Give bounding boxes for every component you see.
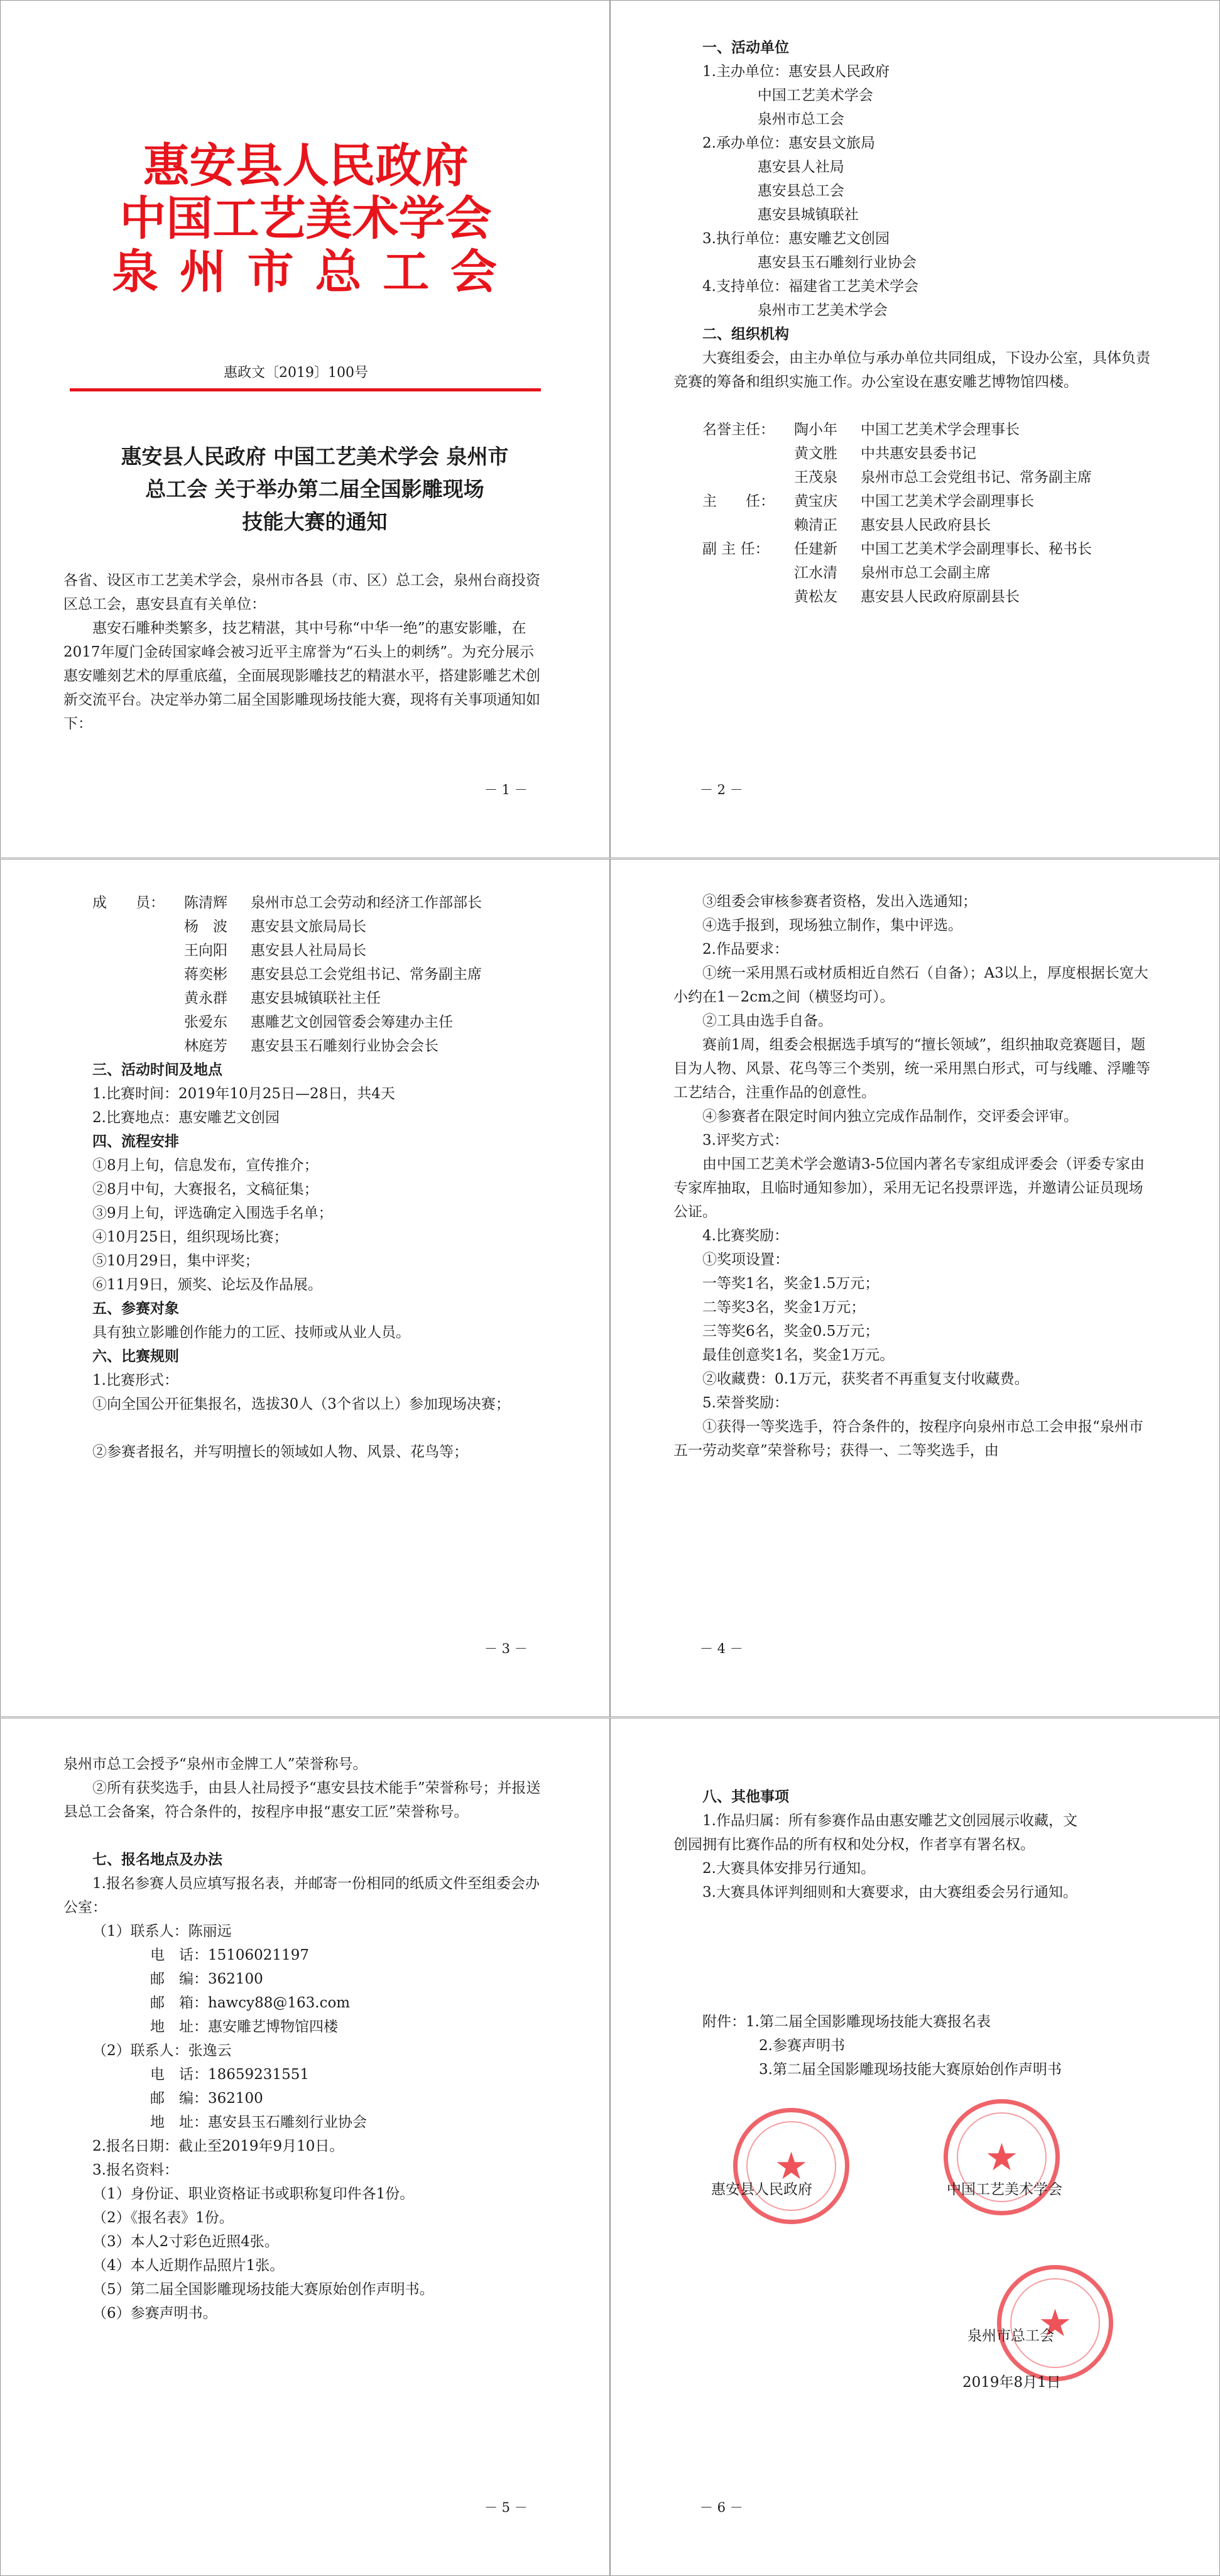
member-title: 泉州市总工会副主席 (861, 565, 991, 581)
member-name: 张爱东 (184, 1014, 227, 1030)
issuer-line: 惠安县人民政府 (143, 139, 469, 193)
section-heading: 一、活动单位 (702, 39, 789, 56)
unit-line: 3.执行单位：惠安雕艺文创园 (702, 231, 890, 247)
star-icon: ★ (984, 2135, 1019, 2180)
page-number: － 5 － (484, 2500, 528, 2515)
unit-line: 4.支持单位：福建省工艺美术学会 (702, 278, 918, 295)
page-number: － 4 － (700, 1641, 743, 1656)
page-1 (0, 0, 610, 858)
signing-date: 2019年8月1日 (962, 2374, 1061, 2391)
text-line: （2）联系人：张逸云 (92, 2043, 232, 2059)
member-role: 成 员： (92, 895, 165, 911)
unit-line: 泉州市总工会 (702, 111, 844, 128)
section-heading: 五、参赛对象 (92, 1300, 179, 1317)
member-role: 副 主 任： (702, 541, 770, 557)
text-line: 创园拥有比赛作品的所有权和处分权，作者享有署名权。 (673, 1836, 1035, 1853)
text-line: ①8月上旬，信息发布，宣传推介； (92, 1157, 319, 1174)
text-line: 最佳创意奖1名，奖金1万元。 (702, 1347, 895, 1363)
text-line: （2）《报名表》1份。 (92, 2210, 234, 2226)
section-heading: 八、其他事项 (702, 1788, 789, 1805)
unit-line: 惠安县总工会 (702, 183, 844, 199)
unit-line: 惠安县人社局 (702, 159, 844, 175)
text-line: （4）本人近期作品照片1张。 (92, 2257, 285, 2274)
page-number: － 6 － (700, 2500, 743, 2515)
official-seal (997, 2265, 1113, 2381)
text-line: 电 话：18659231551 (150, 2066, 309, 2083)
text-line: （6）参赛声明书。 (92, 2305, 217, 2322)
member-name: 江水清 (794, 565, 837, 581)
page-number: － 3 － (484, 1641, 528, 1656)
member-title: 惠安县玉石雕刻行业协会会长 (251, 1038, 438, 1054)
text-line: ⑥11月9日，颁奖、论坛及作品展。 (92, 1277, 322, 1293)
text-line: ⑤10月29日，集中评奖； (92, 1253, 259, 1269)
member-title: 惠安县人民政府县长 (861, 517, 991, 533)
title-line: 惠安县人民政府 中国工艺美术学会 泉州市 (121, 444, 509, 469)
text-line: ③组委会审核参赛者资格，发出入选通知； (702, 893, 977, 910)
member-name: 黄永群 (184, 990, 227, 1007)
unit-line: 中国工艺美术学会 (702, 87, 873, 104)
text-line: 电 话：15106021197 (150, 1947, 309, 1963)
member-name: 任建新 (794, 541, 837, 557)
text-line: 三等奖6名，奖金0.5万元； (702, 1323, 880, 1340)
text-line: ④10月25日，组织现场比赛； (92, 1229, 288, 1245)
signer-name: 泉州市总工会 (967, 2328, 1054, 2344)
text-line: ④选手报到，现场独立制作，集中评选。 (702, 917, 962, 934)
text-line: 地 址：惠安雕艺博物馆四楼 (150, 2019, 338, 2035)
star-icon: ★ (774, 2144, 809, 2188)
text-line: 具有独立影雕创作能力的工匠、技师或从业人员。 (92, 1324, 410, 1341)
signer-name: 中国工艺美术学会 (947, 2181, 1062, 2198)
text-line: （3）本人2寸彩色近照4张。 (92, 2234, 279, 2250)
page-5 (0, 1718, 610, 2576)
attachment-line: 附件：1.第二届全国影雕现场技能大赛报名表 (702, 2014, 991, 2030)
unit-line: 惠安县玉石雕刻行业协会 (702, 254, 917, 271)
text-line: 2.比赛地点：惠安雕艺文创园 (92, 1110, 280, 1126)
issuer-line: 中国工艺美术学会 (119, 192, 492, 246)
text-line: 2.大赛具体安排另行通知。 (702, 1860, 875, 1877)
page-2 (610, 0, 1220, 858)
text-line: ③9月上旬，评选确定入围选手名单； (92, 1205, 333, 1221)
text-paragraph: 1.报名参赛人员应填写报名表，并邮寄一份相同的纸质文件至组委会办公室： (63, 1875, 540, 1916)
member-role: 主 任： (702, 493, 775, 510)
member-title: 中共惠安县委书记 (861, 445, 976, 462)
rule-paragraph: ①向全国公开征集报名，选拔30人（3个省以上）参加现场决赛； (92, 1396, 510, 1412)
text-line: ④参赛者在限定时间内独立完成作品制作，交评委会评审。 (702, 1108, 1078, 1125)
title-line: 技能大赛的通知 (242, 510, 388, 534)
member-title: 惠安县文旅局局长 (251, 919, 366, 935)
member-title: 中国工艺美术学会副理事长 (861, 493, 1034, 510)
unit-line: 1.主办单位：惠安县人民政府 (702, 63, 890, 80)
text-line: 3.报名资料： (92, 2162, 178, 2178)
text-line: （1）身份证、职业资格证书或职称复印件各1份。 (92, 2186, 415, 2202)
member-name: 陈清辉 (184, 895, 227, 911)
title-line: 总工会 关于举办第二届全国影雕现场 (145, 477, 484, 501)
official-seal (733, 2108, 849, 2224)
member-title: 泉州市总工会劳动和经济工作部部长 (251, 895, 482, 911)
section-heading: 三、活动时间及地点 (92, 1061, 222, 1078)
member-title: 中国工艺美术学会理事长 (861, 422, 1020, 438)
member-name: 陶小年 (794, 422, 837, 438)
star-icon: ★ (1038, 2301, 1072, 2345)
page-6 (610, 1718, 1220, 2576)
member-title: 中国工艺美术学会副理事长、秘书长 (861, 541, 1092, 557)
addressee: 各省、设区市工艺美术学会，泉州市各县（市、区）总工会，泉州台商投资区总工会，惠安县直有关单位： (63, 572, 540, 613)
member-name: 黄文胜 (794, 445, 837, 462)
member-title: 泉州市总工会党组书记、常务副主席 (861, 469, 1092, 486)
text-paragraph: 由中国工艺美术学会邀请3-5位国内著名专家组成评委会（评委专家由专家库抽取，且临时通知参加），采用无记名投票评选，并邀请公证员现场公证。 (673, 1156, 1145, 1220)
document-title (82, 440, 547, 538)
page-4 (610, 859, 1220, 1717)
text-line: 1.比赛形式： (92, 1372, 178, 1389)
text-line: 1.作品归属：所有参赛作品由惠安雕艺文创园展示收藏，文 (702, 1813, 1077, 1829)
member-title: 惠安县人民政府原副县长 (861, 589, 1020, 605)
section-heading: 四、流程安排 (92, 1133, 179, 1150)
page-number: － 1 － (484, 782, 528, 797)
text-paragraph: ①统一采用黑石或材质相近自然石（自备）；A3以上，厚度根据长宽大小约在1－2cm之间（横竖均可）。 (673, 965, 1148, 1005)
red-divider (70, 388, 541, 391)
member-title: 惠安县城镇联社主任 (251, 990, 381, 1007)
text-line: 4.比赛奖励： (702, 1228, 788, 1244)
member-name: 王茂泉 (794, 469, 837, 486)
text-line: 2.报名日期：截止至2019年9月10日。 (92, 2138, 344, 2154)
intro-paragraph: 惠安石雕种类繁多，技艺精湛，其中号称“中华一绝”的惠安影雕，在2017年厦门金砖国家峰会被习近平主席誉为“石头上的刺绣”。为充分展示惠安雕刻艺术的厚重底蕴，全面展现影雕技艺的精湛水平，搭建影雕艺术创新交流平台。决定举办第二届全国影雕现场技能大赛，现将有关事项通知如下： (63, 620, 540, 732)
rule-paragraph: ②参赛者报名，并写明擅长的领域如人物、风景、花鸟等； (92, 1444, 468, 1460)
unit-line: 惠安县城镇联社 (702, 207, 859, 223)
page-number: － 2 － (700, 782, 743, 797)
unit-line: 泉州市工艺美术学会 (702, 302, 888, 319)
member-name: 蒋奕彬 (184, 966, 227, 983)
text-line: ②收藏费：0.1万元，获奖者不再重复支付收藏费。 (702, 1371, 1029, 1387)
text-line: 3.大赛具体评判细则和大赛要求，由大赛组委会另行通知。 (702, 1884, 1077, 1901)
text-line: 邮 编：362100 (150, 2090, 263, 2107)
attachment-line: 3.第二届全国影雕现场技能大赛原始创作声明书 (759, 2061, 1062, 2078)
text-line: ②工具由选手自备。 (702, 1013, 832, 1029)
member-name: 王向阳 (184, 942, 227, 959)
text-line: 5.荣誉奖励： (702, 1395, 788, 1411)
member-name: 林庭芳 (184, 1038, 227, 1054)
issuer-line: 泉 州 市 总 工 会 (112, 245, 499, 299)
member-title: 惠雕艺文创园管委会筹建办主任 (251, 1014, 453, 1030)
text-line: 一等奖1名，奖金1.5万元； (702, 1275, 880, 1292)
section-heading: 六、比赛规则 (92, 1348, 179, 1365)
unit-line: 2.承办单位：惠安县文旅局 (702, 135, 875, 151)
member-name: 黄宝庆 (794, 493, 837, 510)
member-name: 杨 波 (184, 919, 227, 935)
text-line: 2.作品要求： (702, 941, 788, 958)
text-line: ②8月中旬，大赛报名，文稿征集； (92, 1181, 319, 1198)
text-line: （1）联系人：陈丽远 (92, 1923, 232, 1940)
text-line: 邮 编：362100 (150, 1971, 263, 1987)
section-heading: 七、报名地点及办法 (92, 1851, 222, 1868)
signer-name: 惠安县人民政府 (711, 2181, 812, 2198)
text-line: 1.比赛时间：2019年10月25日—28日，共4天 (92, 1086, 395, 1102)
text-paragraph: ②所有获奖选手，由县人社局授予“惠安县技术能手”荣誉称号；并报送县总工会备案，符合条件的，按程序申报“惠安工匠”荣誉称号。 (63, 1780, 541, 1820)
section-heading: 二、组织机构 (702, 325, 789, 342)
member-title: 惠安县总工会党组书记、常务副主席 (251, 966, 482, 983)
text-line: 3.评奖方式： (702, 1132, 788, 1149)
text-line: ①奖项设置： (702, 1252, 789, 1268)
text-line: 泉州市总工会授予“泉州市金牌工人”荣誉称号。 (63, 1756, 368, 1772)
member-title: 惠安县人社局局长 (251, 942, 366, 959)
committee-paragraph: 大赛组委会，由主办单位与承办单位共同组成，下设办公室，具体负责竞赛的筹备和组织实施工作。办公室设在惠安雕艺博物馆四楼。 (673, 350, 1150, 390)
text-paragraph: ①获得一等奖选手，符合条件的，按程序向泉州市总工会申报“泉州市五一劳动奖章”荣誉称号；获得一、二等奖选手，由 (673, 1419, 1143, 1459)
text-line: 邮 箱：hawcy88@163.com (150, 1995, 351, 2011)
page-3 (0, 859, 610, 1717)
member-name: 赖清正 (794, 517, 837, 533)
member-name: 黄松友 (794, 589, 837, 605)
text-paragraph: 赛前1周，组委会根据选手填写的“擅长领域”，组织抽取竞赛题目，题目为人物、风景、花鸟等三个类别，统一采用黑白形式，可与线雕、浮雕等工艺结合，注重作品的创意性。 (673, 1037, 1150, 1101)
member-role: 名誉主任： (702, 422, 775, 438)
document-number: 惠政文〔2019〕100号 (224, 365, 368, 381)
text-line: 二等奖3名，奖金1万元； (702, 1299, 866, 1316)
attachment-line: 2.参赛声明书 (759, 2038, 845, 2054)
text-line: 地 址：惠安县玉石雕刻行业协会 (150, 2114, 367, 2131)
text-line: （5）第二届全国影雕现场技能大赛原始创作声明书。 (92, 2281, 434, 2298)
